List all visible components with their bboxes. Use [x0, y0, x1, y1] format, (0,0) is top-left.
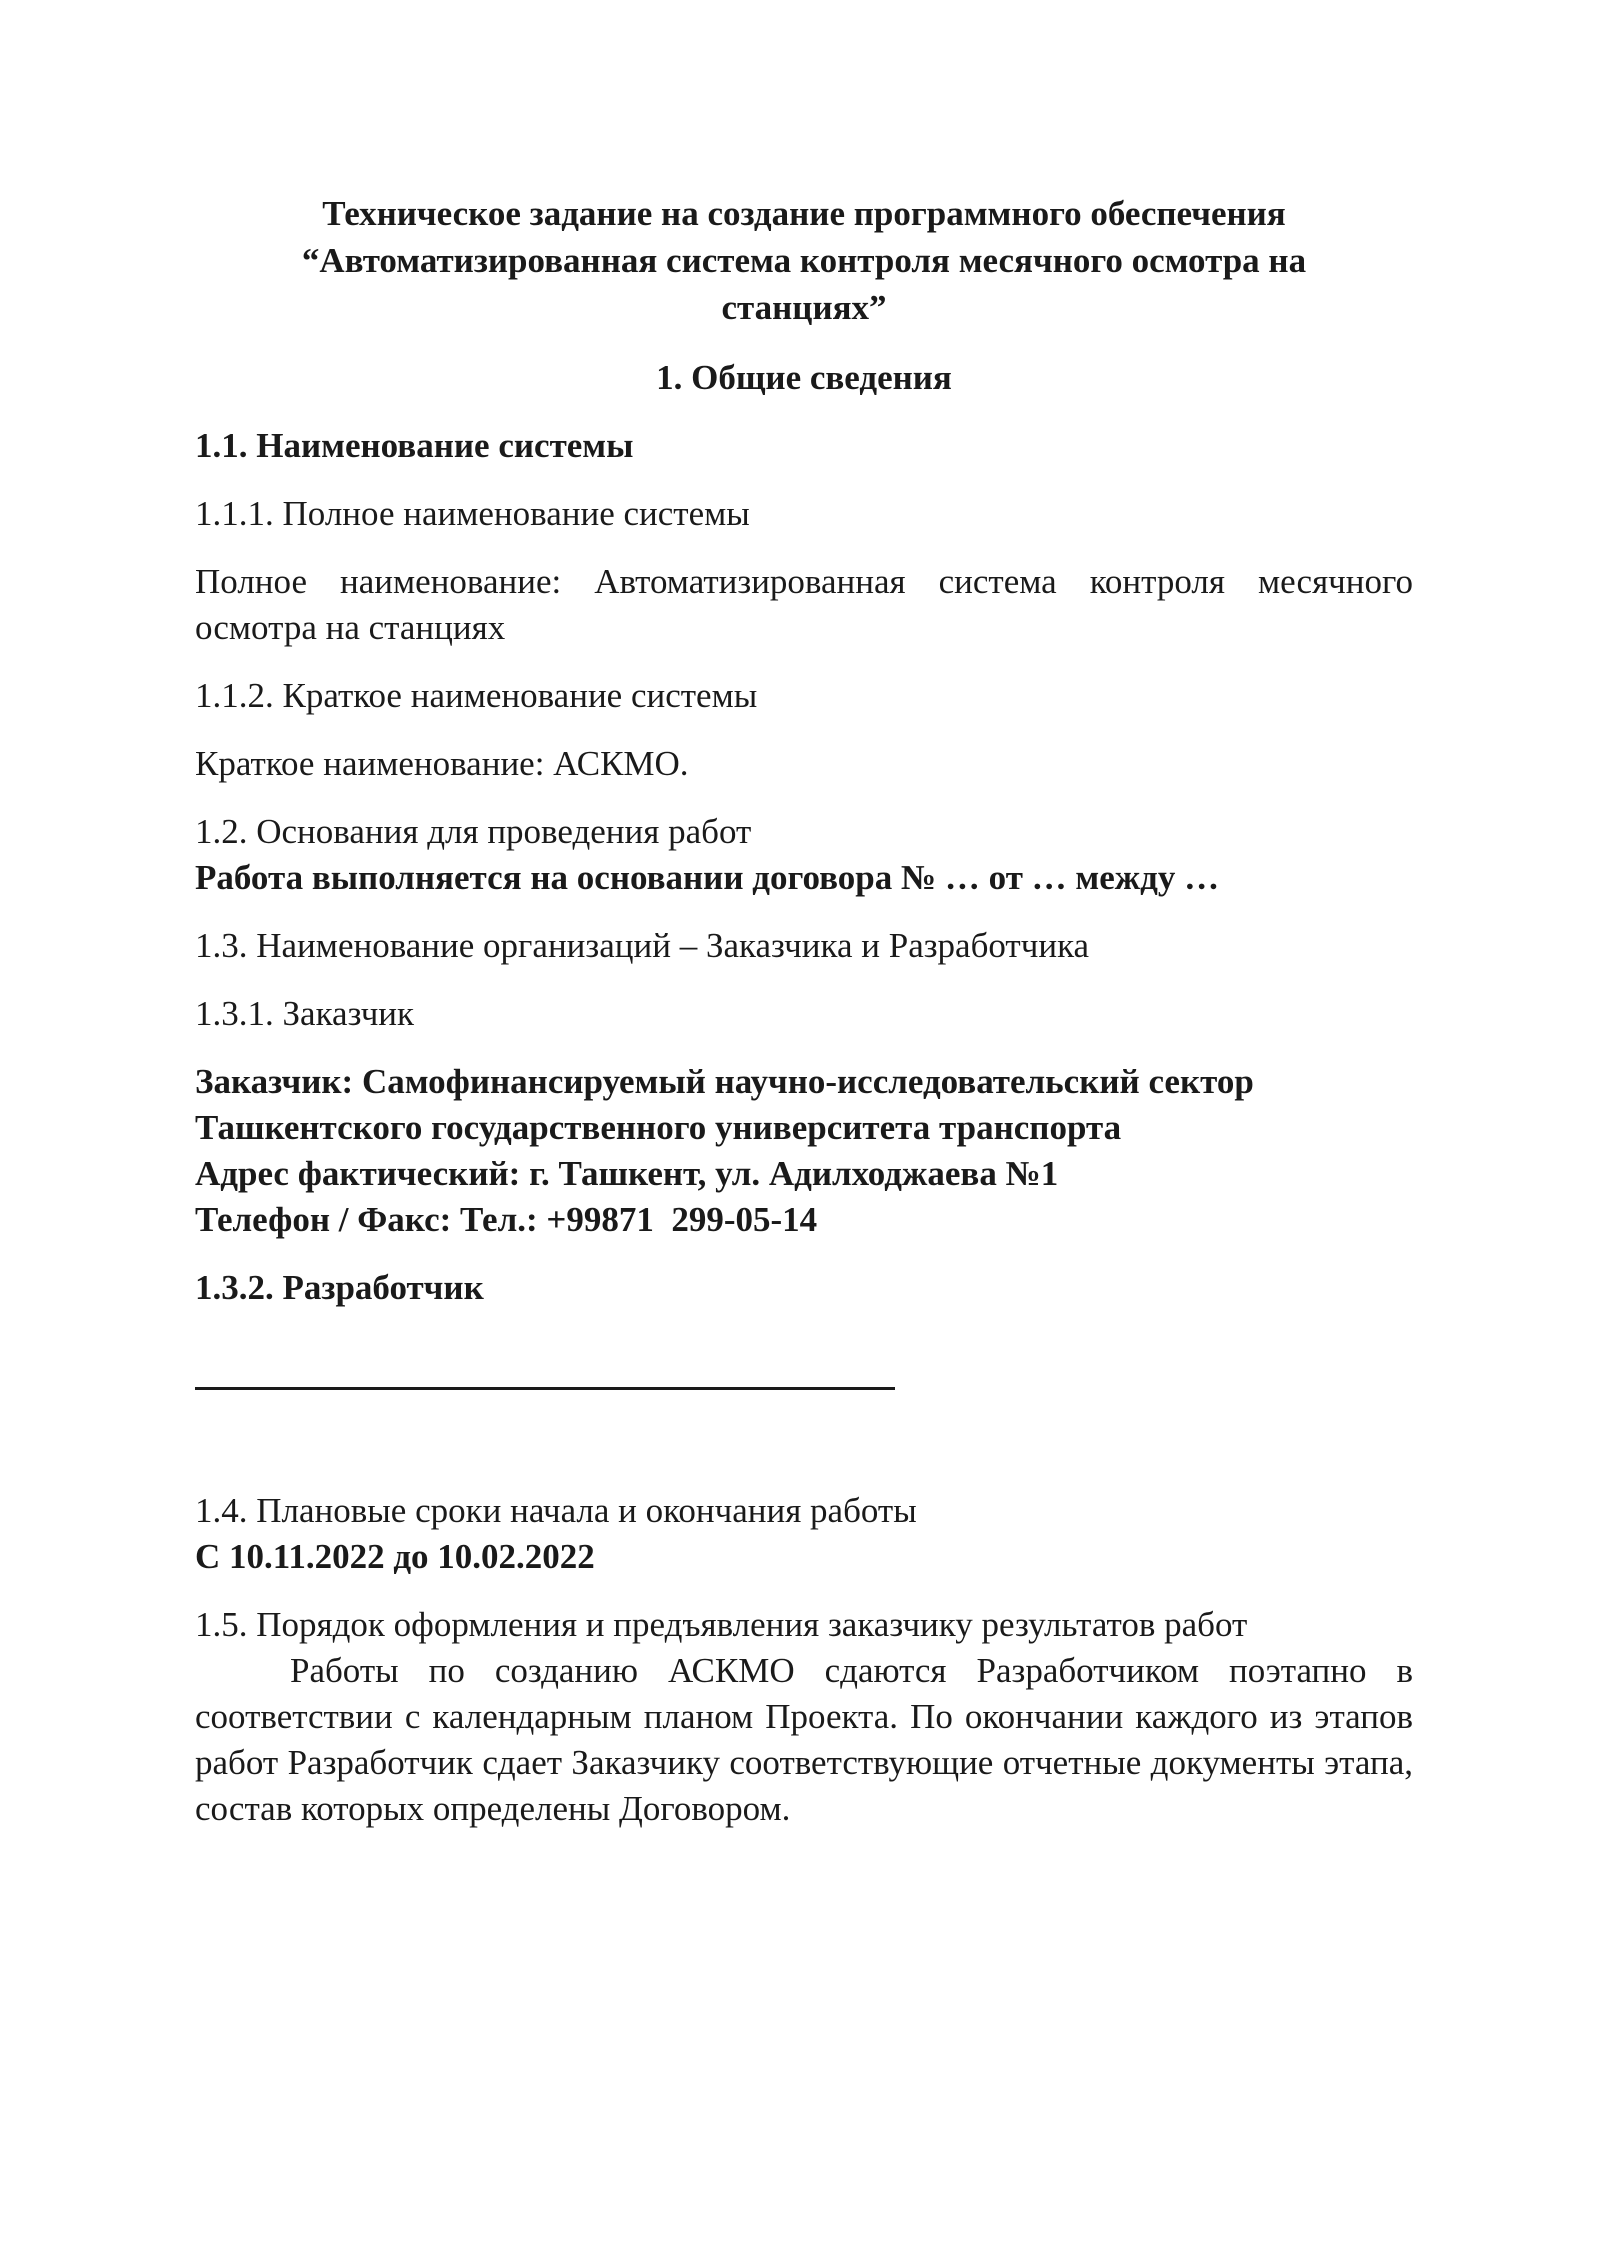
title-line-2: “Автоматизированная система контроля месячного осмотра на — [301, 241, 1307, 280]
section-1-3-heading: 1.3. Наименование организаций – Заказчика и Разработчика — [195, 926, 1090, 965]
customer-line-name: Заказчик: Самофинансируемый научно-исследовательский сектор — [195, 1062, 1254, 1101]
section-1-1-heading: 1.1. Наименование системы — [195, 426, 634, 465]
title-line-1: Техническое задание на создание программного обеспечения — [322, 194, 1286, 233]
results-procedure-text: Работы по созданию АСКМО сдаются Разработчиком поэтапно в соответствии с календарным планом Проекта. По окончании каждого из этапов работ Разработчик сдает Заказчику соответствующие отчетные документы этапа, состав которых определены Договором. — [195, 1651, 1413, 1828]
section-1-4-heading: 1.4. Плановые сроки начала и окончания работы — [195, 1491, 917, 1530]
document-page — [195, 190, 1413, 1832]
section-1-5-heading: 1.5. Порядок оформления и предъявления заказчику результатов работ — [195, 1605, 1248, 1644]
section-1-heading: 1. Общие сведения — [656, 358, 952, 397]
document-title — [195, 190, 1413, 331]
developer-blank-line — [195, 1387, 895, 1390]
short-name-text: Краткое наименование: АСКМО. — [195, 744, 689, 783]
customer-line-org: Ташкентского государственного университета транспорта — [195, 1108, 1122, 1147]
work-period-text: С 10.11.2022 до 10.02.2022 — [195, 1537, 595, 1576]
contract-basis-text: Работа выполняется на основании договора № … от … между … — [195, 858, 1220, 897]
section-1-1-2-heading: 1.1.2. Краткое наименование системы — [195, 676, 758, 715]
section-1-1-1-heading: 1.1.1. Полное наименование системы — [195, 494, 750, 533]
customer-line-address: Адрес фактический: г. Ташкент, ул. Адилходжаева №1 — [195, 1154, 1059, 1193]
section-1-3-1-heading: 1.3.1. Заказчик — [195, 994, 415, 1033]
title-line-3: станциях” — [721, 288, 887, 327]
customer-block — [195, 1059, 1413, 1243]
full-name-text: Полное наименование: Автоматизированная система контроля месячного осмотра на станциях — [195, 562, 1413, 647]
section-1-3-2-heading: 1.3.2. Разработчик — [195, 1268, 484, 1307]
customer-line-phone: Телефон / Факс: Тел.: +99871 299-05-14 — [195, 1200, 818, 1239]
section-1-2-heading: 1.2. Основания для проведения работ — [195, 812, 752, 851]
